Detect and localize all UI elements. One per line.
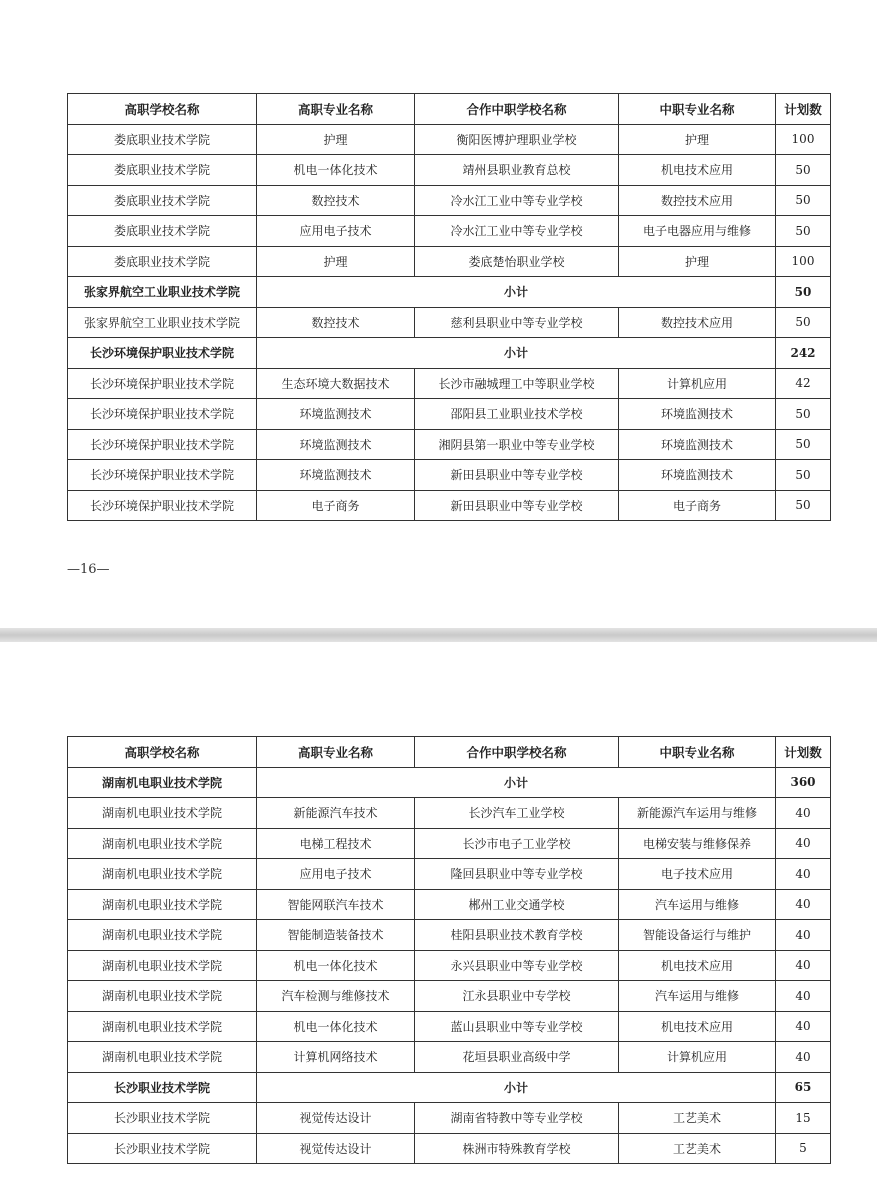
cell-partner-school: 隆回县职业中等专业学校 bbox=[415, 859, 619, 890]
cell-college-major: 机电一体化技术 bbox=[257, 950, 415, 981]
cell-plan-count: 50 bbox=[776, 307, 831, 338]
cell-partner-school: 湘阴县第一职业中等专业学校 bbox=[415, 429, 619, 460]
cell-college: 长沙职业技术学院 bbox=[68, 1103, 257, 1134]
cell-secondary-major: 新能源汽车运用与维修 bbox=[619, 798, 776, 829]
subtotal-school: 长沙职业技术学院 bbox=[68, 1072, 257, 1103]
table-row bbox=[68, 981, 831, 1012]
subtotal-school: 张家界航空工业职业技术学院 bbox=[68, 277, 257, 308]
page-separator bbox=[0, 628, 877, 642]
cell-partner-school: 长沙市电子工业学校 bbox=[415, 828, 619, 859]
cell-secondary-major: 电子商务 bbox=[619, 490, 776, 521]
document-page-17 bbox=[0, 642, 877, 1187]
table-row bbox=[68, 859, 831, 890]
subtotal-label: 小计 bbox=[257, 338, 776, 369]
cell-plan-count: 5 bbox=[776, 1133, 831, 1164]
cell-partner-school: 冷水江工业中等专业学校 bbox=[415, 216, 619, 247]
subtotal-school: 湖南机电职业技术学院 bbox=[68, 767, 257, 798]
table-row bbox=[68, 124, 831, 155]
cell-partner-school: 永兴县职业中等专业学校 bbox=[415, 950, 619, 981]
table-row bbox=[68, 460, 831, 491]
cell-plan-count: 100 bbox=[776, 124, 831, 155]
table-row bbox=[68, 307, 831, 338]
cell-college: 娄底职业技术学院 bbox=[68, 155, 257, 186]
subtotal-label: 小计 bbox=[257, 277, 776, 308]
cell-college: 湖南机电职业技术学院 bbox=[68, 1042, 257, 1073]
cell-plan-count: 50 bbox=[776, 399, 831, 430]
table-row bbox=[68, 368, 831, 399]
cell-college-major: 新能源汽车技术 bbox=[257, 798, 415, 829]
table-row bbox=[68, 889, 831, 920]
cell-college-major: 生态环境大数据技术 bbox=[257, 368, 415, 399]
cell-plan-count: 50 bbox=[776, 185, 831, 216]
cell-partner-school: 冷水江工业中等专业学校 bbox=[415, 185, 619, 216]
cell-college-major: 视觉传达设计 bbox=[257, 1133, 415, 1164]
subtotal-row bbox=[68, 767, 831, 798]
header-plan-count: 计划数 bbox=[776, 737, 831, 768]
cell-college: 娄底职业技术学院 bbox=[68, 246, 257, 277]
cell-college: 长沙环境保护职业技术学院 bbox=[68, 399, 257, 430]
subtotal-row bbox=[68, 338, 831, 369]
cell-secondary-major: 电子电器应用与维修 bbox=[619, 216, 776, 247]
cell-plan-count: 50 bbox=[776, 490, 831, 521]
cell-college-major: 电梯工程技术 bbox=[257, 828, 415, 859]
cell-secondary-major: 护理 bbox=[619, 124, 776, 155]
cell-secondary-major: 计算机应用 bbox=[619, 1042, 776, 1073]
cell-partner-school: 蓝山县职业中等专业学校 bbox=[415, 1011, 619, 1042]
table-row bbox=[68, 1133, 831, 1164]
header-secondary-major: 中职专业名称 bbox=[619, 94, 776, 125]
subtotal-school: 长沙环境保护职业技术学院 bbox=[68, 338, 257, 369]
cell-college-major: 视觉传达设计 bbox=[257, 1103, 415, 1134]
cell-partner-school: 慈利县职业中等专业学校 bbox=[415, 307, 619, 338]
subtotal-total: 242 bbox=[776, 338, 831, 369]
cell-college: 长沙环境保护职业技术学院 bbox=[68, 368, 257, 399]
cell-secondary-major: 环境监测技术 bbox=[619, 429, 776, 460]
cell-secondary-major: 工艺美术 bbox=[619, 1103, 776, 1134]
cell-college: 湖南机电职业技术学院 bbox=[68, 920, 257, 951]
cell-college: 湖南机电职业技术学院 bbox=[68, 981, 257, 1012]
cell-college-major: 机电一体化技术 bbox=[257, 155, 415, 186]
cell-secondary-major: 智能设备运行与维护 bbox=[619, 920, 776, 951]
cell-college-major: 护理 bbox=[257, 124, 415, 155]
cell-college: 长沙环境保护职业技术学院 bbox=[68, 490, 257, 521]
cell-college: 湖南机电职业技术学院 bbox=[68, 828, 257, 859]
header-college: 高职学校名称 bbox=[68, 94, 257, 125]
cell-plan-count: 50 bbox=[776, 216, 831, 247]
cell-secondary-major: 汽车运用与维修 bbox=[619, 889, 776, 920]
cell-college-major: 应用电子技术 bbox=[257, 216, 415, 247]
header-college-major: 高职专业名称 bbox=[257, 737, 415, 768]
table-row bbox=[68, 828, 831, 859]
cell-secondary-major: 数控技术应用 bbox=[619, 185, 776, 216]
cell-college-major: 环境监测技术 bbox=[257, 399, 415, 430]
cell-college-major: 机电一体化技术 bbox=[257, 1011, 415, 1042]
cell-secondary-major: 机电技术应用 bbox=[619, 155, 776, 186]
cell-college-major: 智能网联汽车技术 bbox=[257, 889, 415, 920]
cell-college: 湖南机电职业技术学院 bbox=[68, 950, 257, 981]
cell-secondary-major: 环境监测技术 bbox=[619, 399, 776, 430]
cell-plan-count: 42 bbox=[776, 368, 831, 399]
table-row bbox=[68, 155, 831, 186]
cell-college-major: 智能制造装备技术 bbox=[257, 920, 415, 951]
cell-college-major: 数控技术 bbox=[257, 307, 415, 338]
cell-college: 长沙职业技术学院 bbox=[68, 1133, 257, 1164]
cell-college: 长沙环境保护职业技术学院 bbox=[68, 460, 257, 491]
cell-partner-school: 桂阳县职业技术教育学校 bbox=[415, 920, 619, 951]
cell-college: 娄底职业技术学院 bbox=[68, 124, 257, 155]
table-header-row bbox=[68, 737, 831, 768]
cell-partner-school: 长沙汽车工业学校 bbox=[415, 798, 619, 829]
page-number: —16— bbox=[67, 562, 110, 577]
header-plan-count: 计划数 bbox=[776, 94, 831, 125]
subtotal-label: 小计 bbox=[257, 1072, 776, 1103]
cell-college: 长沙环境保护职业技术学院 bbox=[68, 429, 257, 460]
subtotal-label: 小计 bbox=[257, 767, 776, 798]
cell-partner-school: 娄底楚怡职业学校 bbox=[415, 246, 619, 277]
table-body bbox=[68, 767, 831, 1164]
cell-partner-school: 长沙市融城理工中等职业学校 bbox=[415, 368, 619, 399]
cell-plan-count: 40 bbox=[776, 859, 831, 890]
cell-plan-count: 50 bbox=[776, 155, 831, 186]
cell-college: 张家界航空工业职业技术学院 bbox=[68, 307, 257, 338]
cell-secondary-major: 工艺美术 bbox=[619, 1133, 776, 1164]
table-row bbox=[68, 490, 831, 521]
cell-college: 娄底职业技术学院 bbox=[68, 216, 257, 247]
cell-plan-count: 40 bbox=[776, 889, 831, 920]
cell-college-major: 计算机网络技术 bbox=[257, 1042, 415, 1073]
header-college: 高职学校名称 bbox=[68, 737, 257, 768]
cell-plan-count: 40 bbox=[776, 798, 831, 829]
table-row bbox=[68, 216, 831, 247]
header-partner-school: 合作中职学校名称 bbox=[415, 737, 619, 768]
table-row bbox=[68, 1042, 831, 1073]
cell-plan-count: 40 bbox=[776, 920, 831, 951]
cell-secondary-major: 计算机应用 bbox=[619, 368, 776, 399]
subtotal-row bbox=[68, 1072, 831, 1103]
subtotal-row bbox=[68, 277, 831, 308]
cell-partner-school: 新田县职业中等专业学校 bbox=[415, 460, 619, 491]
cell-secondary-major: 电梯安装与维修保养 bbox=[619, 828, 776, 859]
cell-plan-count: 15 bbox=[776, 1103, 831, 1134]
table-row bbox=[68, 399, 831, 430]
cell-college: 湖南机电职业技术学院 bbox=[68, 889, 257, 920]
cell-plan-count: 50 bbox=[776, 460, 831, 491]
cell-partner-school: 郴州工业交通学校 bbox=[415, 889, 619, 920]
cell-college-major: 环境监测技术 bbox=[257, 429, 415, 460]
table-row bbox=[68, 1011, 831, 1042]
table-row bbox=[68, 1103, 831, 1134]
cell-college: 湖南机电职业技术学院 bbox=[68, 859, 257, 890]
header-college-major: 高职专业名称 bbox=[257, 94, 415, 125]
cell-college-major: 电子商务 bbox=[257, 490, 415, 521]
subtotal-total: 50 bbox=[776, 277, 831, 308]
table-row bbox=[68, 798, 831, 829]
table-body bbox=[68, 124, 831, 521]
table-header-row bbox=[68, 94, 831, 125]
subtotal-total: 360 bbox=[776, 767, 831, 798]
cell-partner-school: 靖州县职业教育总校 bbox=[415, 155, 619, 186]
cell-plan-count: 40 bbox=[776, 828, 831, 859]
cell-college: 娄底职业技术学院 bbox=[68, 185, 257, 216]
cell-plan-count: 40 bbox=[776, 950, 831, 981]
cell-college-major: 环境监测技术 bbox=[257, 460, 415, 491]
cell-college-major: 数控技术 bbox=[257, 185, 415, 216]
table-row bbox=[68, 246, 831, 277]
cell-partner-school: 花垣县职业高级中学 bbox=[415, 1042, 619, 1073]
cell-secondary-major: 机电技术应用 bbox=[619, 1011, 776, 1042]
cell-college-major: 应用电子技术 bbox=[257, 859, 415, 890]
table-row bbox=[68, 920, 831, 951]
cell-secondary-major: 机电技术应用 bbox=[619, 950, 776, 981]
cell-secondary-major: 汽车运用与维修 bbox=[619, 981, 776, 1012]
cell-partner-school: 湖南省特教中等专业学校 bbox=[415, 1103, 619, 1134]
cell-plan-count: 40 bbox=[776, 981, 831, 1012]
header-partner-school: 合作中职学校名称 bbox=[415, 94, 619, 125]
enrollment-plan-table-page-17 bbox=[67, 736, 831, 1164]
cell-plan-count: 40 bbox=[776, 1011, 831, 1042]
table-row bbox=[68, 185, 831, 216]
cell-college-major: 汽车检测与维修技术 bbox=[257, 981, 415, 1012]
cell-college: 湖南机电职业技术学院 bbox=[68, 798, 257, 829]
cell-secondary-major: 环境监测技术 bbox=[619, 460, 776, 491]
cell-partner-school: 衡阳医博护理职业学校 bbox=[415, 124, 619, 155]
cell-plan-count: 50 bbox=[776, 429, 831, 460]
cell-college: 湖南机电职业技术学院 bbox=[68, 1011, 257, 1042]
cell-partner-school: 江永县职业中专学校 bbox=[415, 981, 619, 1012]
table-row bbox=[68, 950, 831, 981]
subtotal-total: 65 bbox=[776, 1072, 831, 1103]
cell-plan-count: 40 bbox=[776, 1042, 831, 1073]
cell-partner-school: 邵阳县工业职业技术学校 bbox=[415, 399, 619, 430]
cell-partner-school: 株洲市特殊教育学校 bbox=[415, 1133, 619, 1164]
header-secondary-major: 中职专业名称 bbox=[619, 737, 776, 768]
cell-plan-count: 100 bbox=[776, 246, 831, 277]
cell-secondary-major: 护理 bbox=[619, 246, 776, 277]
cell-secondary-major: 电子技术应用 bbox=[619, 859, 776, 890]
cell-college-major: 护理 bbox=[257, 246, 415, 277]
table-row bbox=[68, 429, 831, 460]
cell-secondary-major: 数控技术应用 bbox=[619, 307, 776, 338]
cell-partner-school: 新田县职业中等专业学校 bbox=[415, 490, 619, 521]
enrollment-plan-table-page-16 bbox=[67, 93, 831, 521]
